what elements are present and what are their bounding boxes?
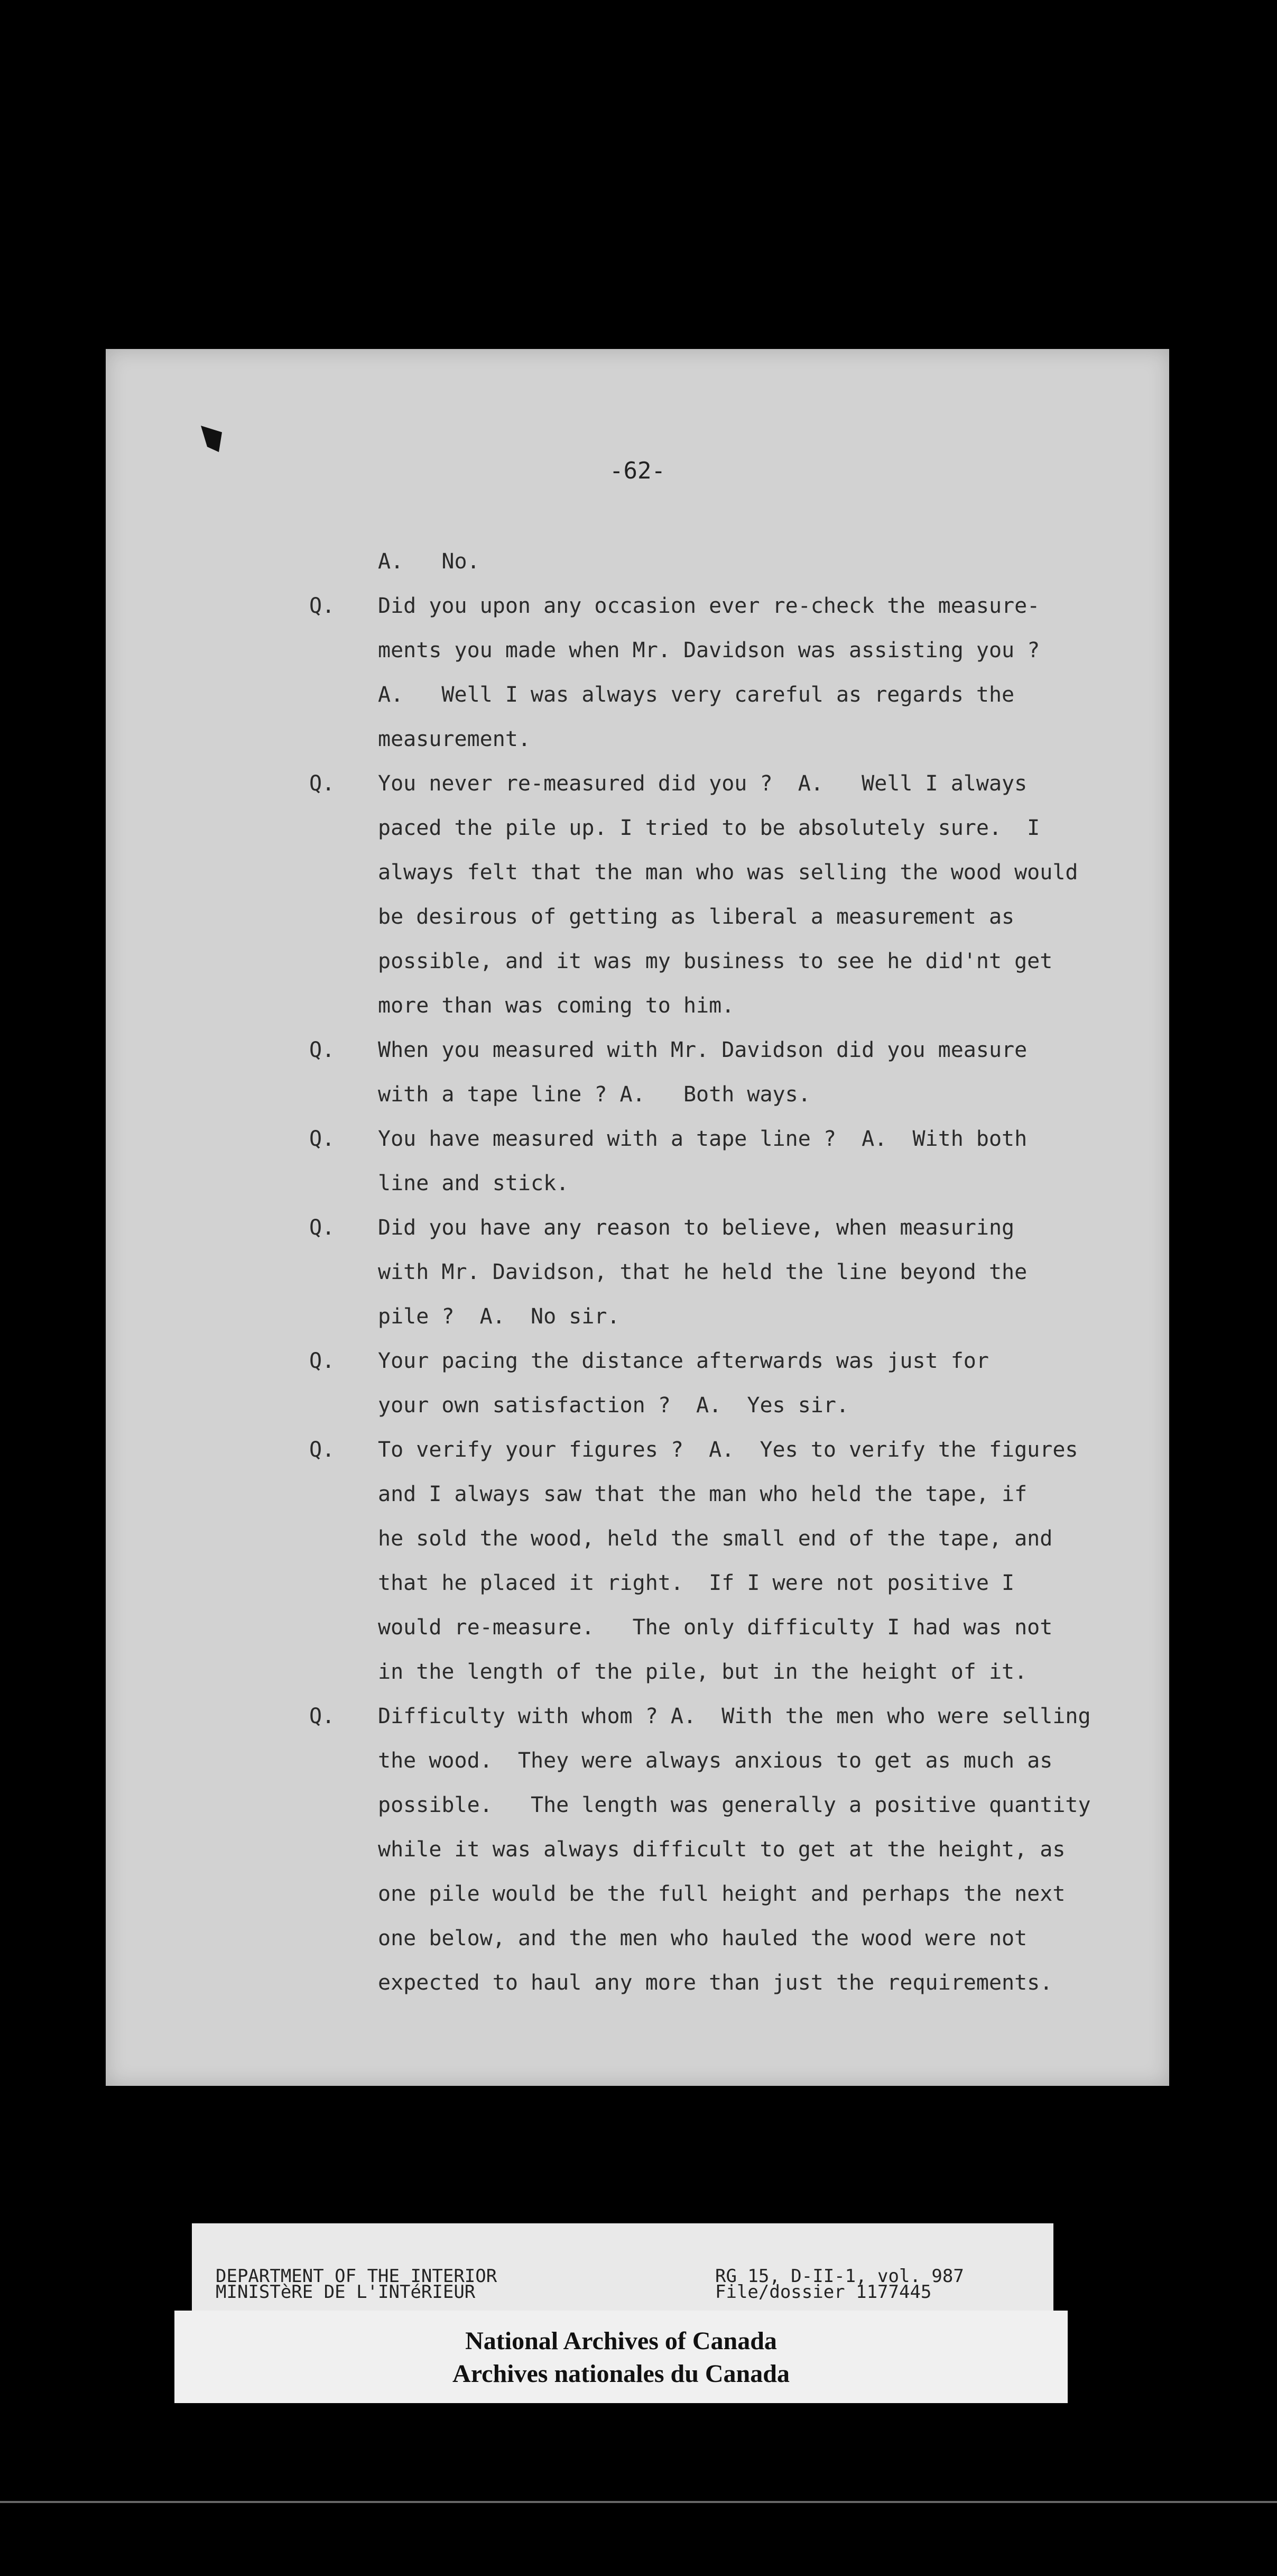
archive-reference-label	[192, 2223, 1053, 2314]
question-marker: Q.	[309, 1038, 335, 1062]
question-marker: Q.	[309, 1216, 335, 1240]
question-marker: Q.	[309, 1127, 335, 1151]
transcript-line: with Mr. Davidson, that he held the line beyond the	[378, 1260, 1028, 1284]
transcript-line: Did you upon any occasion ever re-check the measure-	[378, 594, 1040, 618]
transcript-line: You never re-measured did you ? A. Well I always	[378, 771, 1028, 796]
transcript-line: expected to haul any more than just the requirements.	[378, 1971, 1053, 1995]
bottom-rule	[0, 2501, 1277, 2503]
transcript-line: You have measured with a tape line ? A. With both	[378, 1127, 1028, 1151]
transcript-line: that he placed it right. If I were not positive I	[378, 1571, 1015, 1595]
question-marker: Q.	[309, 594, 335, 618]
transcript-line: and I always saw that the man who held the tape, if	[378, 1482, 1028, 1506]
transcript-line: always felt that the man who was selling the wood would	[378, 860, 1078, 885]
transcript-line: would re-measure. The only difficulty I had was not	[378, 1615, 1053, 1640]
transcript-line: more than was coming to him.	[378, 993, 735, 1018]
transcript-line: he sold the wood, held the small end of the tape, and	[378, 1526, 1053, 1551]
file-reference	[715, 2266, 964, 2303]
transcript-line: When you measured with Mr. Davidson did you measure	[378, 1038, 1028, 1062]
transcript-line: your own satisfaction ? A. Yes sir.	[378, 1393, 849, 1418]
transcript-line: paced the pile up. I tried to be absolutely sure. I	[378, 816, 1040, 840]
transcript-line: ments you made when Mr. Davidson was assisting you ?	[378, 638, 1040, 663]
transcript-line: possible. The length was generally a positive quantity	[378, 1793, 1091, 1817]
transcript-line: one pile would be the full height and perhaps the next	[378, 1882, 1066, 1906]
department-english: DEPARTMENT OF THE INTERIOR	[216, 2266, 497, 2287]
transcript-line: the wood. They were always anxious to get as much as	[378, 1749, 1053, 1773]
transcript-line: Did you have any reason to believe, when measuring	[378, 1216, 1015, 1240]
transcript-line: possible, and it was my business to see he did'nt get	[378, 949, 1053, 973]
page-number: -62-	[609, 457, 665, 484]
transcript-line: be desirous of getting as liberal a measurement as	[378, 905, 1015, 929]
department-name	[216, 2266, 497, 2303]
transcript-line: To verify your figures ? A. Yes to verify the figures	[378, 1438, 1078, 1462]
file-number: File/dossier 1177445	[715, 2281, 932, 2303]
transcript-line: in the length of the pile, but in the height of it.	[378, 1660, 1028, 1684]
transcript-line: Difficulty with whom ? A. With the men who were selling	[378, 1704, 1091, 1728]
transcript-line: pile ? A. No sir.	[378, 1304, 620, 1329]
record-group: RG 15, D-II-1, vol. 987	[715, 2266, 964, 2287]
archive-name-english: National Archives of Canada	[465, 2327, 777, 2355]
archive-name-french: Archives nationales du Canada	[452, 2360, 790, 2388]
transcript-line: line and stick.	[378, 1171, 569, 1195]
question-marker: Q.	[309, 1349, 335, 1373]
question-marker: Q.	[309, 771, 335, 796]
document-page	[106, 349, 1169, 2086]
question-marker: Q.	[309, 1704, 335, 1728]
archive-banner	[174, 2311, 1068, 2403]
transcript-line: Your pacing the distance afterwards was just for	[378, 1349, 989, 1373]
question-marker: Q.	[309, 1438, 335, 1462]
department-french: MINISTèRE DE L'INTéRIEUR	[216, 2281, 476, 2303]
transcript-line: with a tape line ? A. Both ways.	[378, 1082, 811, 1107]
transcript-line: measurement.	[378, 727, 531, 751]
transcript-line: A. No.	[378, 549, 480, 574]
transcript-line: A. Well I was always very careful as regards the	[378, 683, 1015, 707]
corner-mark	[201, 426, 222, 452]
transcript-line: while it was always difficult to get at the height, as	[378, 1837, 1066, 1862]
transcript-line: one below, and the men who hauled the wood were not	[378, 1926, 1028, 1951]
